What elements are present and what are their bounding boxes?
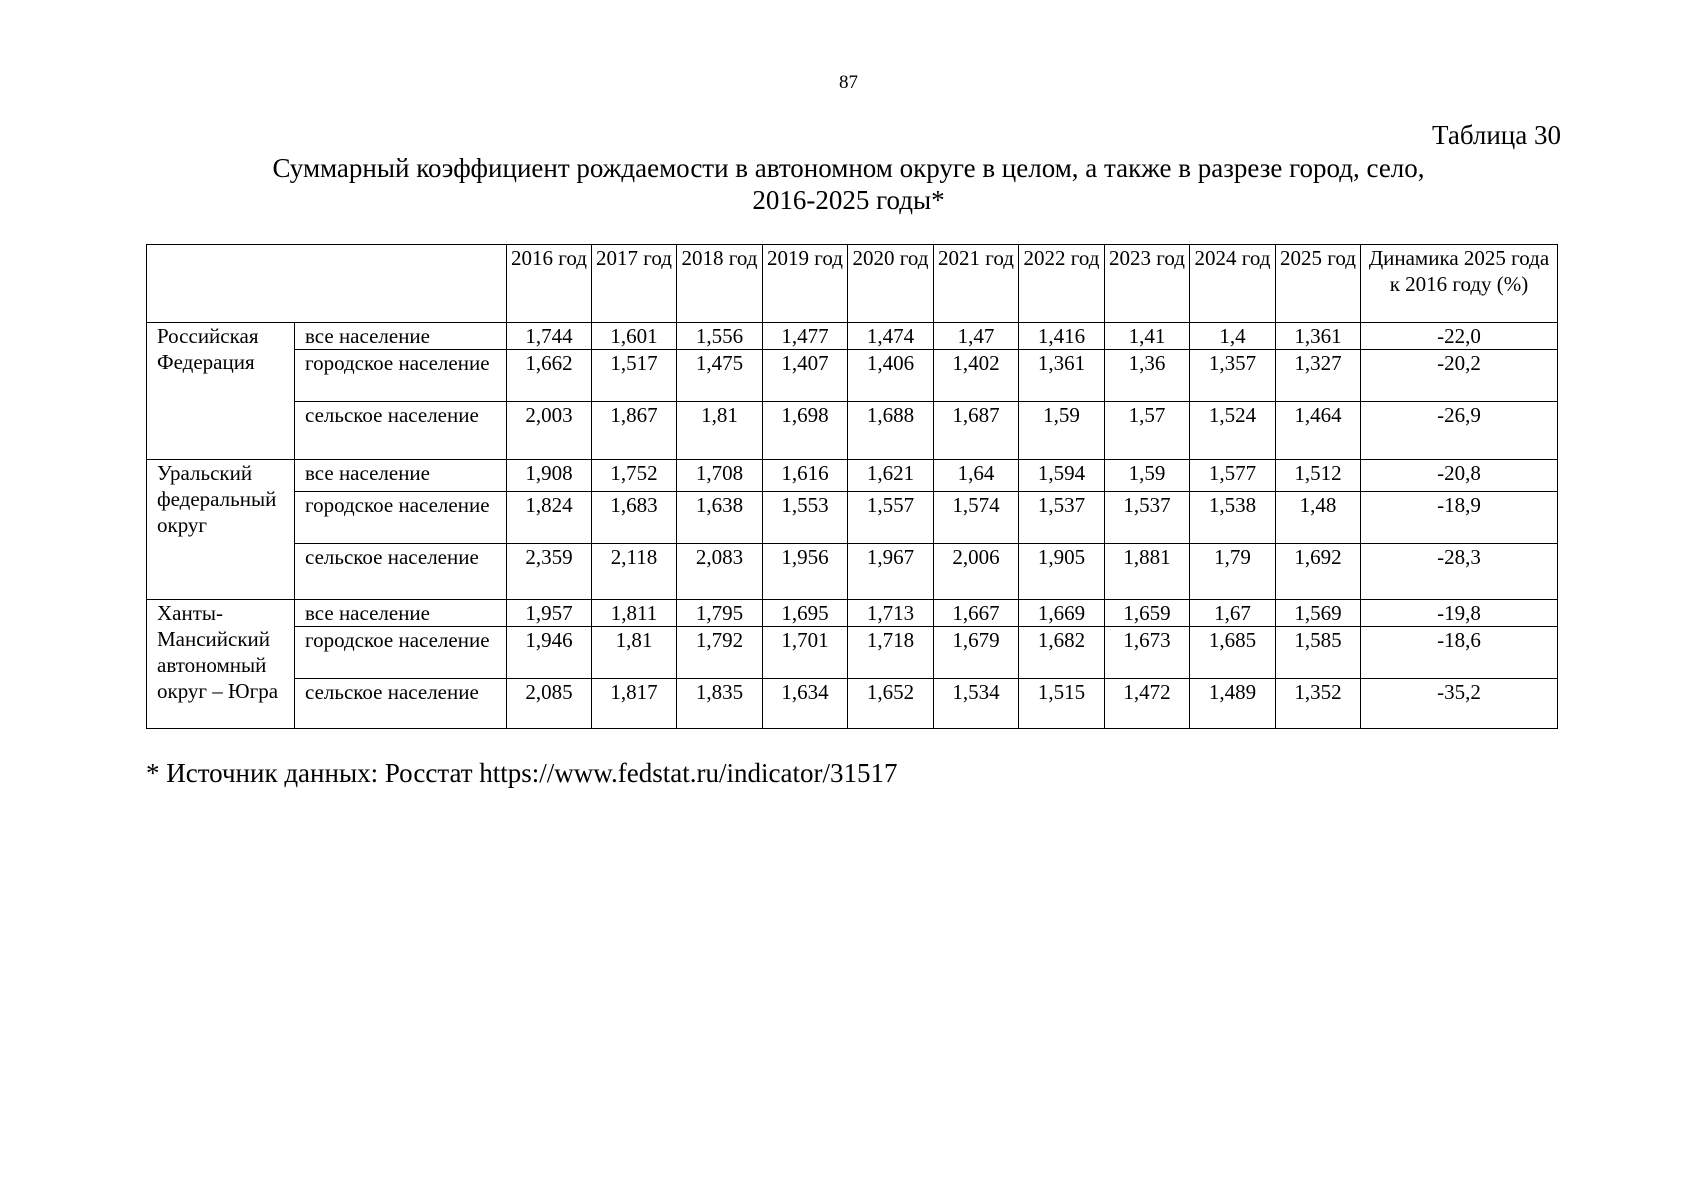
value-cell: 1,867 <box>592 402 677 460</box>
value-cell: 1,905 <box>1019 544 1105 600</box>
value-cell: 1,524 <box>1190 402 1276 460</box>
value-cell: 1,594 <box>1019 460 1105 492</box>
value-cell: 1,47 <box>934 323 1019 350</box>
value-cell: 1,688 <box>848 402 934 460</box>
table-row <box>147 600 1558 627</box>
value-cell: 1,946 <box>507 627 592 679</box>
value-cell: 1,475 <box>677 350 763 402</box>
value-cell: 1,683 <box>592 492 677 544</box>
table-row <box>147 627 1558 679</box>
value-cell: 1,744 <box>507 323 592 350</box>
value-cell: 1,36 <box>1105 350 1190 402</box>
value-cell: 1,835 <box>677 679 763 729</box>
table-row <box>147 402 1558 460</box>
region-ural-federal-district: Уральский федеральный округ <box>147 460 295 600</box>
value-cell: 1,881 <box>1105 544 1190 600</box>
region-russian-federation: Российская Федерация <box>147 323 295 460</box>
value-cell: 1,621 <box>848 460 934 492</box>
table-title <box>150 152 1547 216</box>
header-year-2021: 2021 год <box>934 245 1019 323</box>
header-dynamics: Динамика 2025 года к 2016 году (%) <box>1361 245 1558 323</box>
value-cell: 1,357 <box>1190 350 1276 402</box>
value-cell: 1,553 <box>763 492 848 544</box>
value-cell: 1,474 <box>848 323 934 350</box>
value-cell: 1,81 <box>677 402 763 460</box>
population-label: городское население <box>295 627 507 679</box>
value-cell: 1,713 <box>848 600 934 627</box>
value-cell: 1,517 <box>592 350 677 402</box>
value-cell: 1,79 <box>1190 544 1276 600</box>
dynamics-cell: -18,6 <box>1361 627 1558 679</box>
value-cell: 1,679 <box>934 627 1019 679</box>
value-cell: 1,659 <box>1105 600 1190 627</box>
page-number: 87 <box>839 72 858 93</box>
fertility-table <box>146 244 1558 729</box>
dynamics-cell: -20,2 <box>1361 350 1558 402</box>
value-cell: 1,557 <box>848 492 934 544</box>
value-cell: 1,537 <box>1105 492 1190 544</box>
value-cell: 1,652 <box>848 679 934 729</box>
value-cell: 1,537 <box>1019 492 1105 544</box>
table-row <box>147 460 1558 492</box>
value-cell: 1,57 <box>1105 402 1190 460</box>
value-cell: 1,817 <box>592 679 677 729</box>
value-cell: 1,464 <box>1276 402 1361 460</box>
value-cell: 1,402 <box>934 350 1019 402</box>
value-cell: 1,662 <box>507 350 592 402</box>
value-cell: 1,908 <box>507 460 592 492</box>
population-label: все население <box>295 600 507 627</box>
value-cell: 1,692 <box>1276 544 1361 600</box>
value-cell: 1,708 <box>677 460 763 492</box>
value-cell: 1,569 <box>1276 600 1361 627</box>
header-year-2018: 2018 год <box>677 245 763 323</box>
value-cell: 1,361 <box>1019 350 1105 402</box>
dynamics-cell: -22,0 <box>1361 323 1558 350</box>
header-year-2020: 2020 год <box>848 245 934 323</box>
value-cell: 1,577 <box>1190 460 1276 492</box>
value-cell: 1,634 <box>763 679 848 729</box>
value-cell: 1,477 <box>763 323 848 350</box>
value-cell: 1,957 <box>507 600 592 627</box>
value-cell: 1,685 <box>1190 627 1276 679</box>
value-cell: 1,967 <box>848 544 934 600</box>
dynamics-cell: -28,3 <box>1361 544 1558 600</box>
value-cell: 1,512 <box>1276 460 1361 492</box>
value-cell: 2,118 <box>592 544 677 600</box>
dynamics-cell: -35,2 <box>1361 679 1558 729</box>
table-row <box>147 492 1558 544</box>
header-year-2025: 2025 год <box>1276 245 1361 323</box>
table-row <box>147 544 1558 600</box>
value-cell: 1,616 <box>763 460 848 492</box>
source-footnote: * Источник данных: Росстат https://www.fedstat.ru/indicator/31517 <box>146 758 898 788</box>
dynamics-cell: -20,8 <box>1361 460 1558 492</box>
table-row <box>147 679 1558 729</box>
table-title-line-2: 2016-2025 годы* <box>752 185 945 215</box>
value-cell: 1,687 <box>934 402 1019 460</box>
header-year-2022: 2022 год <box>1019 245 1105 323</box>
population-label: все население <box>295 323 507 350</box>
value-cell: 1,752 <box>592 460 677 492</box>
value-cell: 1,472 <box>1105 679 1190 729</box>
dynamics-cell: -18,9 <box>1361 492 1558 544</box>
table-label: Таблица 30 <box>1432 120 1561 150</box>
value-cell: 1,64 <box>934 460 1019 492</box>
value-cell: 1,698 <box>763 402 848 460</box>
value-cell: 1,361 <box>1276 323 1361 350</box>
header-year-2019: 2019 год <box>763 245 848 323</box>
table-row <box>147 323 1558 350</box>
table-row <box>147 350 1558 402</box>
population-label: все население <box>295 460 507 492</box>
value-cell: 1,585 <box>1276 627 1361 679</box>
value-cell: 1,667 <box>934 600 1019 627</box>
dynamics-cell: -26,9 <box>1361 402 1558 460</box>
table-title-line-1: Суммарный коэффициент рождаемости в автономном округе в целом, а также в разрезе город, село, <box>272 153 1425 183</box>
value-cell: 1,574 <box>934 492 1019 544</box>
value-cell: 2,359 <box>507 544 592 600</box>
header-year-2016: 2016 год <box>507 245 592 323</box>
value-cell: 2,083 <box>677 544 763 600</box>
value-cell: 1,416 <box>1019 323 1105 350</box>
population-label: городское население <box>295 350 507 402</box>
value-cell: 1,718 <box>848 627 934 679</box>
population-label: городское население <box>295 492 507 544</box>
value-cell: 1,824 <box>507 492 592 544</box>
value-cell: 1,956 <box>763 544 848 600</box>
value-cell: 1,701 <box>763 627 848 679</box>
value-cell: 2,003 <box>507 402 592 460</box>
header-year-2017: 2017 год <box>592 245 677 323</box>
value-cell: 1,695 <box>763 600 848 627</box>
value-cell: 1,811 <box>592 600 677 627</box>
value-cell: 2,006 <box>934 544 1019 600</box>
value-cell: 1,515 <box>1019 679 1105 729</box>
value-cell: 1,489 <box>1190 679 1276 729</box>
value-cell: 1,352 <box>1276 679 1361 729</box>
value-cell: 1,406 <box>848 350 934 402</box>
value-cell: 1,4 <box>1190 323 1276 350</box>
header-year-2024: 2024 год <box>1190 245 1276 323</box>
value-cell: 1,673 <box>1105 627 1190 679</box>
value-cell: 1,67 <box>1190 600 1276 627</box>
value-cell: 1,327 <box>1276 350 1361 402</box>
population-label: сельское население <box>295 544 507 600</box>
dynamics-cell: -19,8 <box>1361 600 1558 627</box>
value-cell: 1,538 <box>1190 492 1276 544</box>
population-label: сельское население <box>295 679 507 729</box>
header-row <box>147 245 1558 323</box>
value-cell: 1,81 <box>592 627 677 679</box>
value-cell: 1,638 <box>677 492 763 544</box>
value-cell: 1,682 <box>1019 627 1105 679</box>
value-cell: 1,48 <box>1276 492 1361 544</box>
value-cell: 2,085 <box>507 679 592 729</box>
value-cell: 1,59 <box>1105 460 1190 492</box>
value-cell: 1,601 <box>592 323 677 350</box>
value-cell: 1,556 <box>677 323 763 350</box>
value-cell: 1,795 <box>677 600 763 627</box>
region-khmao-yugra: Ханты-Мансийский автономный округ – Югра <box>147 600 295 729</box>
value-cell: 1,669 <box>1019 600 1105 627</box>
header-year-2023: 2023 год <box>1105 245 1190 323</box>
value-cell: 1,41 <box>1105 323 1190 350</box>
population-label: сельское население <box>295 402 507 460</box>
header-corner-cell <box>147 245 507 323</box>
value-cell: 1,792 <box>677 627 763 679</box>
value-cell: 1,534 <box>934 679 1019 729</box>
value-cell: 1,407 <box>763 350 848 402</box>
value-cell: 1,59 <box>1019 402 1105 460</box>
